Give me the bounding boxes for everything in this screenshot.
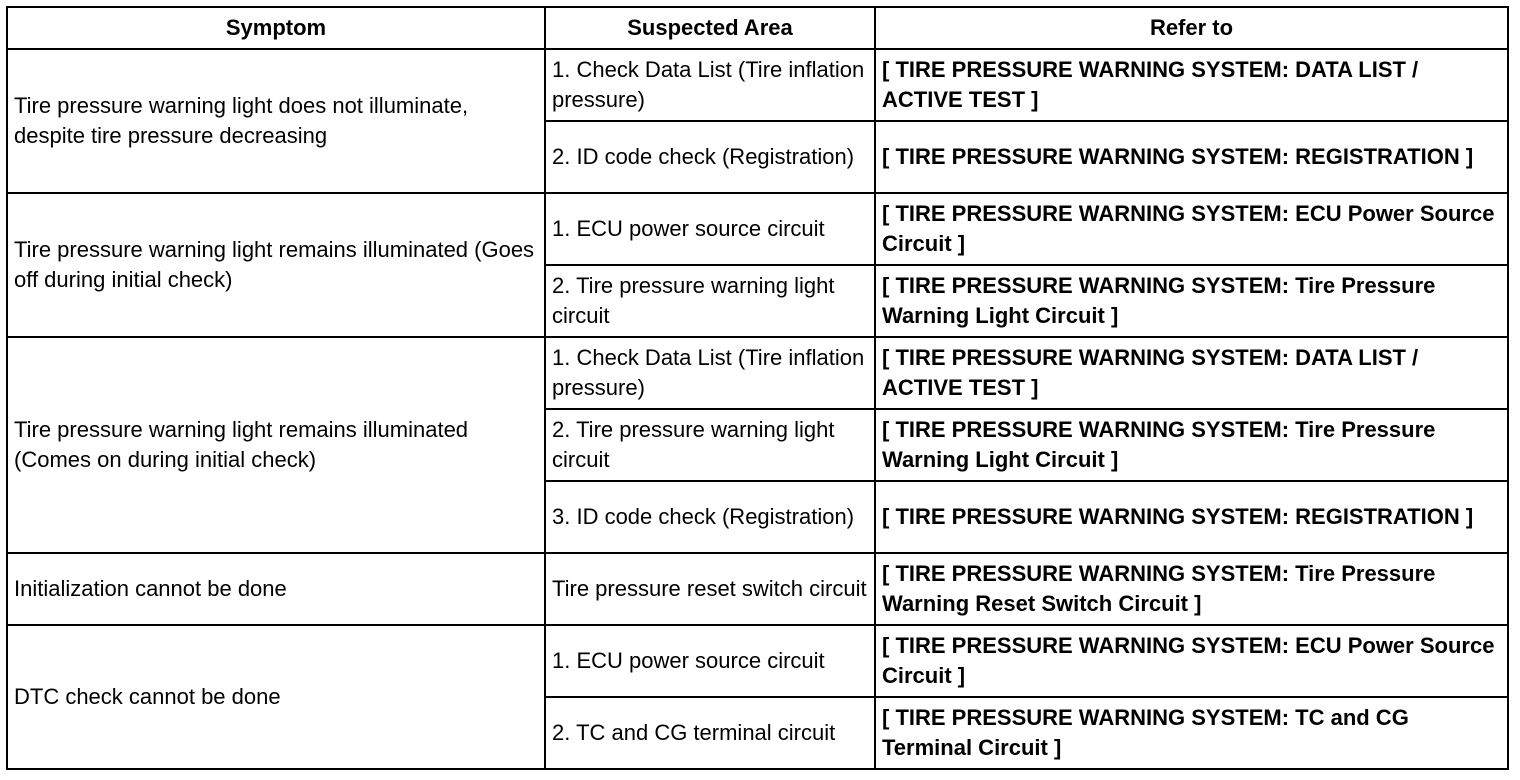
refer-to-link[interactable]: [ TIRE PRESSURE WARNING SYSTEM: REGISTRATION ]: [875, 121, 1508, 193]
refer-to-link[interactable]: [ TIRE PRESSURE WARNING SYSTEM: Tire Pressure Warning Reset Switch Circuit ]: [875, 553, 1508, 625]
table-row: [7, 337, 1508, 409]
problem-symptoms-table: [6, 6, 1509, 770]
table-row: [7, 193, 1508, 265]
refer-to-link[interactable]: [ TIRE PRESSURE WARNING SYSTEM: DATA LIST / ACTIVE TEST ]: [875, 49, 1508, 121]
symptom-cell: Tire pressure warning light remains illuminated (Comes on during initial check): [7, 337, 545, 553]
suspected-area-cell: 1. ECU power source circuit: [545, 625, 875, 697]
suspected-area-cell: 3. ID code check (Registration): [545, 481, 875, 553]
refer-to-link[interactable]: [ TIRE PRESSURE WARNING SYSTEM: ECU Power Source Circuit ]: [875, 625, 1508, 697]
table-row: [7, 49, 1508, 121]
suspected-area-cell: 2. Tire pressure warning light circuit: [545, 265, 875, 337]
table-row: [7, 553, 1508, 625]
refer-to-link[interactable]: [ TIRE PRESSURE WARNING SYSTEM: Tire Pressure Warning Light Circuit ]: [875, 265, 1508, 337]
header-row: [7, 7, 1508, 49]
refer-to-link[interactable]: [ TIRE PRESSURE WARNING SYSTEM: REGISTRATION ]: [875, 481, 1508, 553]
suspected-area-cell: 2. Tire pressure warning light circuit: [545, 409, 875, 481]
symptom-cell: Tire pressure warning light does not illuminate, despite tire pressure decreasing: [7, 49, 545, 193]
symptom-cell: DTC check cannot be done: [7, 625, 545, 769]
refer-to-link[interactable]: [ TIRE PRESSURE WARNING SYSTEM: ECU Power Source Circuit ]: [875, 193, 1508, 265]
suspected-area-cell: 2. TC and CG terminal circuit: [545, 697, 875, 769]
refer-to-link[interactable]: [ TIRE PRESSURE WARNING SYSTEM: Tire Pressure Warning Light Circuit ]: [875, 409, 1508, 481]
suspected-area-cell: 1. Check Data List (Tire inflation pressure): [545, 337, 875, 409]
suspected-area-cell: 2. ID code check (Registration): [545, 121, 875, 193]
symptom-cell: Initialization cannot be done: [7, 553, 545, 625]
refer-to-link[interactable]: [ TIRE PRESSURE WARNING SYSTEM: DATA LIST / ACTIVE TEST ]: [875, 337, 1508, 409]
table-row: [7, 625, 1508, 697]
suspected-area-cell: 1. Check Data List (Tire inflation pressure): [545, 49, 875, 121]
suspected-area-cell: 1. ECU power source circuit: [545, 193, 875, 265]
refer-to-link[interactable]: [ TIRE PRESSURE WARNING SYSTEM: TC and CG Terminal Circuit ]: [875, 697, 1508, 769]
header-suspected-area: Suspected Area: [545, 7, 875, 49]
symptom-cell: Tire pressure warning light remains illuminated (Goes off during initial check): [7, 193, 545, 337]
suspected-area-cell: Tire pressure reset switch circuit: [545, 553, 875, 625]
header-refer-to: Refer to: [875, 7, 1508, 49]
header-symptom: Symptom: [7, 7, 545, 49]
